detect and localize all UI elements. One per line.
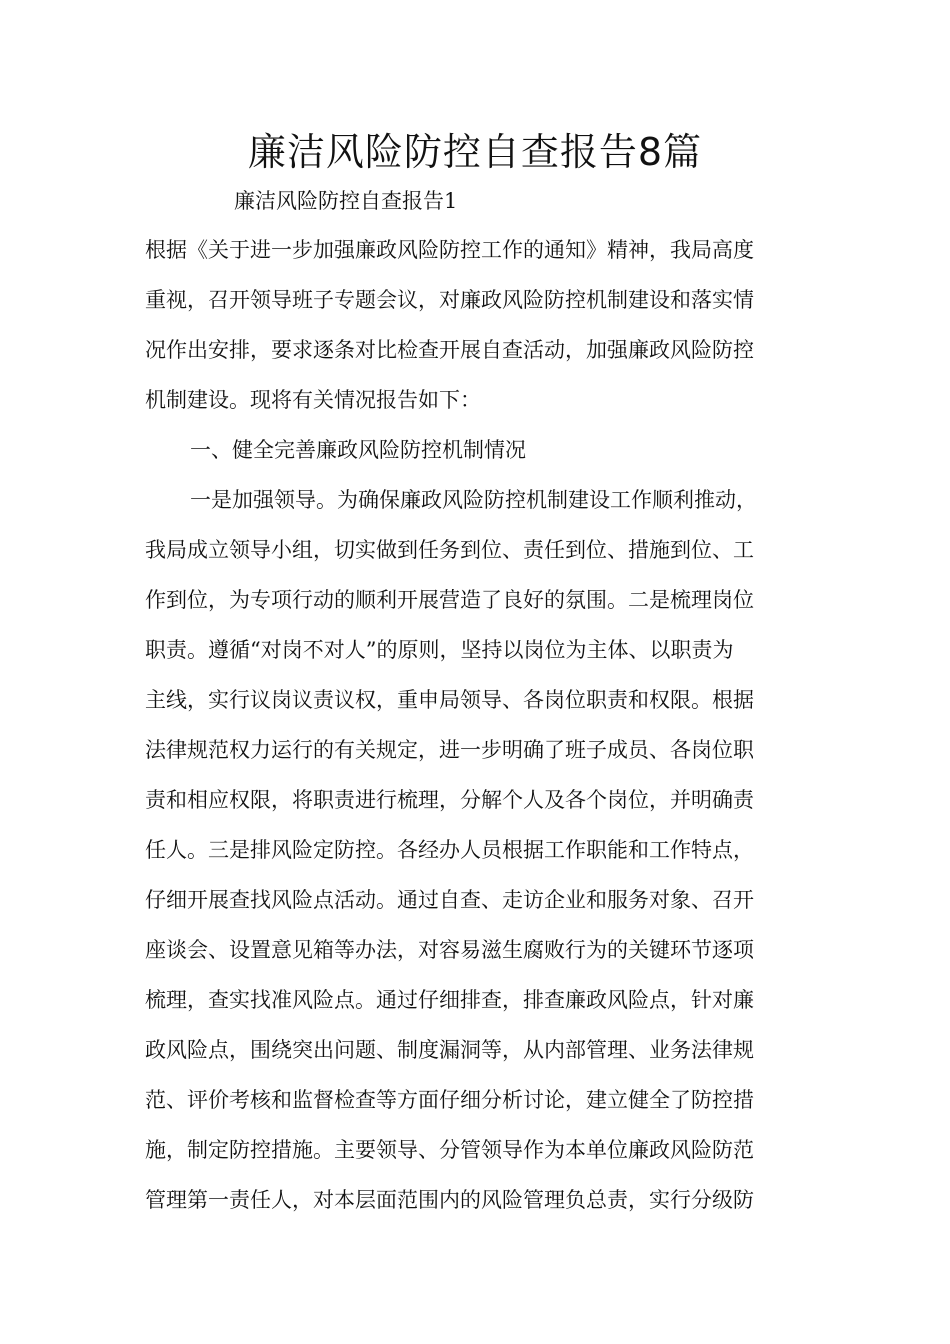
body-line: 施，制定防控措施。主要领导、分管领导作为本单位廉政风险防范: [145, 1138, 754, 1162]
body-line: 我局成立领导小组，切实做到任务到位、责任到位、措施到位、工: [145, 538, 754, 562]
document-subtitle: 廉洁风险防控自查报告1: [234, 189, 458, 213]
section-heading: 一、健全完善廉政风险防控机制情况: [190, 438, 526, 462]
body-line: 任人。三是排风险定防控。各经办人员根据工作职能和工作特点，: [145, 838, 754, 862]
body-line: 机制建设。现将有关情况报告如下：: [145, 388, 481, 412]
body-line: 况作出安排，要求逐条对比检查开展自查活动，加强廉政风险防控: [145, 338, 754, 362]
body-line: 根据《关于进一步加强廉政风险防控工作的通知》精神，我局高度: [145, 238, 754, 262]
body-line: 法律规范权力运行的有关规定，进一步明确了班子成员、各岗位职: [145, 738, 754, 762]
body-line: 作到位，为专项行动的顺利开展营造了良好的氛围。二是梳理岗位: [145, 588, 754, 612]
body-line: 梳理，查实找准风险点。通过仔细排查，排查廉政风险点，针对廉: [145, 988, 754, 1012]
body-line: 职责。遵循“对岗不对人”的原则，坚持以岗位为主体、以职责为: [145, 638, 734, 662]
body-line: 主线，实行议岗议责议权，重申局领导、各岗位职责和权限。根据: [145, 688, 754, 712]
body-line: 范、评价考核和监督检查等方面仔细分析讨论，建立健全了防控措: [145, 1088, 754, 1112]
body-line: 仔细开展查找风险点活动。通过自查、走访企业和服务对象、召开: [145, 888, 754, 912]
body-line: 政风险点，围绕突出问题、制度漏洞等，从内部管理、业务法律规: [145, 1038, 754, 1062]
body-line: 座谈会、设置意见箱等办法，对容易滋生腐败行为的关键环节逐项: [145, 938, 754, 962]
body-line: 管理第一责任人，对本层面范围内的风险管理负总责，实行分级防: [145, 1188, 754, 1212]
document-title: 廉洁风险防控自查报告8篇: [247, 130, 703, 174]
body-line: 责和相应权限，将职责进行梳理，分解个人及各个岗位，并明确责: [145, 788, 754, 812]
body-line: 一是加强领导。为确保廉政风险防控机制建设工作顺利推动，: [190, 488, 757, 512]
body-line: 重视，召开领导班子专题会议，对廉政风险防控机制建设和落实情: [145, 288, 754, 312]
